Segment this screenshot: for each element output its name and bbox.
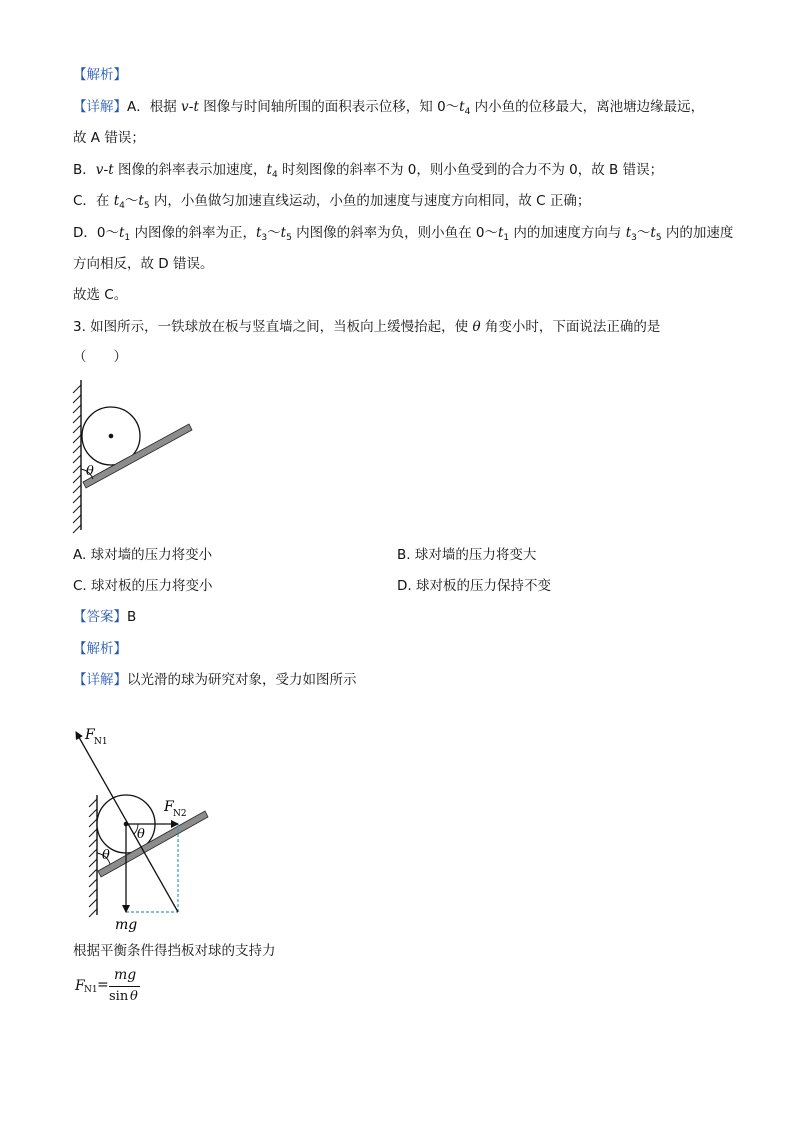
text-run: 角变小时，下面说法正确的是 (480, 319, 661, 335)
detail-d-line-2 (73, 255, 213, 273)
subscript: 3 (631, 233, 637, 243)
detail-c-line (73, 192, 590, 210)
subscript: 5 (655, 233, 662, 243)
fn1-label-sub: N1 (94, 737, 108, 747)
choice-c-line (73, 286, 127, 304)
text-run: 故选 C。 (73, 287, 128, 303)
subscript: 5 (143, 201, 150, 211)
ball-center-dot (109, 434, 114, 439)
text-run: 内图像的斜率为正， (130, 225, 256, 241)
math-symbol: t (108, 162, 114, 178)
subscript: 4 (464, 107, 471, 117)
formula-equals: = (97, 977, 109, 993)
formula-lhs: F (75, 978, 85, 994)
math-symbol: v (95, 162, 104, 178)
option-c: C. 球对板的压力将变小 (73, 578, 213, 594)
option-b: B. 球对墙的压力将变大 (397, 547, 537, 563)
support-force-formula (75, 966, 165, 1010)
math-symbol: t (193, 99, 199, 115)
detail-d-line-1 (73, 224, 733, 242)
formula-numerator: mg (114, 967, 137, 983)
math-symbol: t (113, 193, 120, 209)
math-symbol: t (650, 225, 656, 241)
section-tag: 【详解】 (73, 99, 127, 115)
detail-2-line (73, 671, 357, 689)
answer-line (73, 608, 136, 626)
text-run: 3. 如图所示，一铁球放在板与竖直墙之间，当板向上缓慢抬起，使 (73, 319, 473, 335)
math-symbol: θ (472, 319, 481, 335)
jiexi-heading-1 (73, 66, 127, 84)
option-d: D. 球对板的压力保持不变 (397, 578, 551, 594)
text-run: 【解析】 (73, 67, 127, 83)
text-run: ～ (636, 225, 651, 241)
text-run: 内的加速度 (661, 225, 734, 241)
formula-denominator-theta: θ (130, 989, 138, 1004)
question-3-line (73, 318, 660, 336)
section-tag: 【详解】 (73, 672, 127, 688)
text-run: 图像的斜率表示加速度， (113, 162, 267, 178)
text-run: 方向相反，故 D 错误。 (73, 256, 214, 272)
fn2-label-sub: N2 (173, 809, 187, 819)
math-symbol: t (625, 225, 632, 241)
math-symbol: t (138, 193, 144, 209)
theta-label-center: θ (137, 827, 145, 842)
text-run: B． (73, 162, 96, 178)
text-run: 内，小鱼做匀加速直线运动，小鱼的加速度与速度方向相同，故 C 正确； (149, 193, 591, 209)
balance-line (73, 942, 276, 960)
theta-label-wall: θ (102, 848, 110, 863)
text-run: 图像与时间轴所围的面积表示位移，知 0～ (198, 99, 460, 115)
text-run: 以光滑的球为研究对象，受力如图所示 (127, 672, 357, 688)
text-run: （ ） (73, 349, 127, 365)
math-symbol: t (255, 225, 262, 241)
question-3-paren (73, 348, 127, 366)
text-run: ～ (124, 193, 139, 209)
text-run: B (127, 609, 137, 625)
jiexi-heading-2 (73, 640, 127, 658)
mg-label: mg (115, 917, 138, 933)
subscript: 1 (124, 233, 131, 243)
subscript: 3 (261, 233, 268, 243)
fn2-label: F (164, 799, 174, 815)
section-tag: 【答案】 (73, 609, 127, 625)
math-symbol: v (181, 99, 189, 115)
math-symbol: t (459, 99, 465, 115)
math-symbol: t (497, 225, 504, 241)
text-run: 内小鱼的位移最大，离池塘边缘最远， (470, 99, 705, 115)
text-run: 时刻图像的斜率不为 0，则小鱼受到的合力不为 0，故 B 错误； (277, 162, 664, 178)
fraction-bar (109, 986, 140, 987)
math-symbol: t (118, 225, 125, 241)
formula-denominator-sin: sin (109, 989, 129, 1004)
detail-a-line-2 (73, 129, 145, 147)
text-run: - (103, 162, 109, 178)
text-run: D．0～ (73, 225, 119, 241)
subscript: 4 (271, 170, 278, 180)
subscript: 4 (119, 201, 125, 211)
formula-lhs-sub: N1 (84, 985, 98, 995)
text-run: C．在 (73, 193, 114, 209)
text-run: ～ (267, 225, 281, 241)
detail-b-line (73, 161, 663, 179)
math-symbol: t (280, 225, 287, 241)
text-run: 内的加速度方向与 (509, 225, 626, 241)
text-run: 【解析】 (73, 641, 127, 657)
wall (73, 380, 81, 533)
option-a: A. 球对墙的压力将变小 (73, 547, 213, 563)
figure-force-diagram (65, 725, 225, 935)
wall (89, 795, 97, 917)
text-run: 根据平衡条件得挡板对球的支持力 (73, 943, 276, 959)
fn1-label: F (85, 727, 95, 743)
detail-a-line-1 (73, 98, 704, 116)
text-run: 故 A 错误； (73, 130, 145, 146)
text-run: - (188, 99, 194, 115)
subscript: 1 (503, 233, 510, 243)
figure-ball-wall-plank (60, 375, 210, 535)
math-symbol: t (266, 162, 272, 178)
text-run: A．根据 (127, 99, 182, 115)
ball-center-dot (124, 822, 129, 827)
theta-label: θ (86, 464, 94, 479)
subscript: 5 (286, 233, 292, 243)
text-run: 内图像的斜率为负，则小鱼在 0～ (291, 225, 498, 241)
